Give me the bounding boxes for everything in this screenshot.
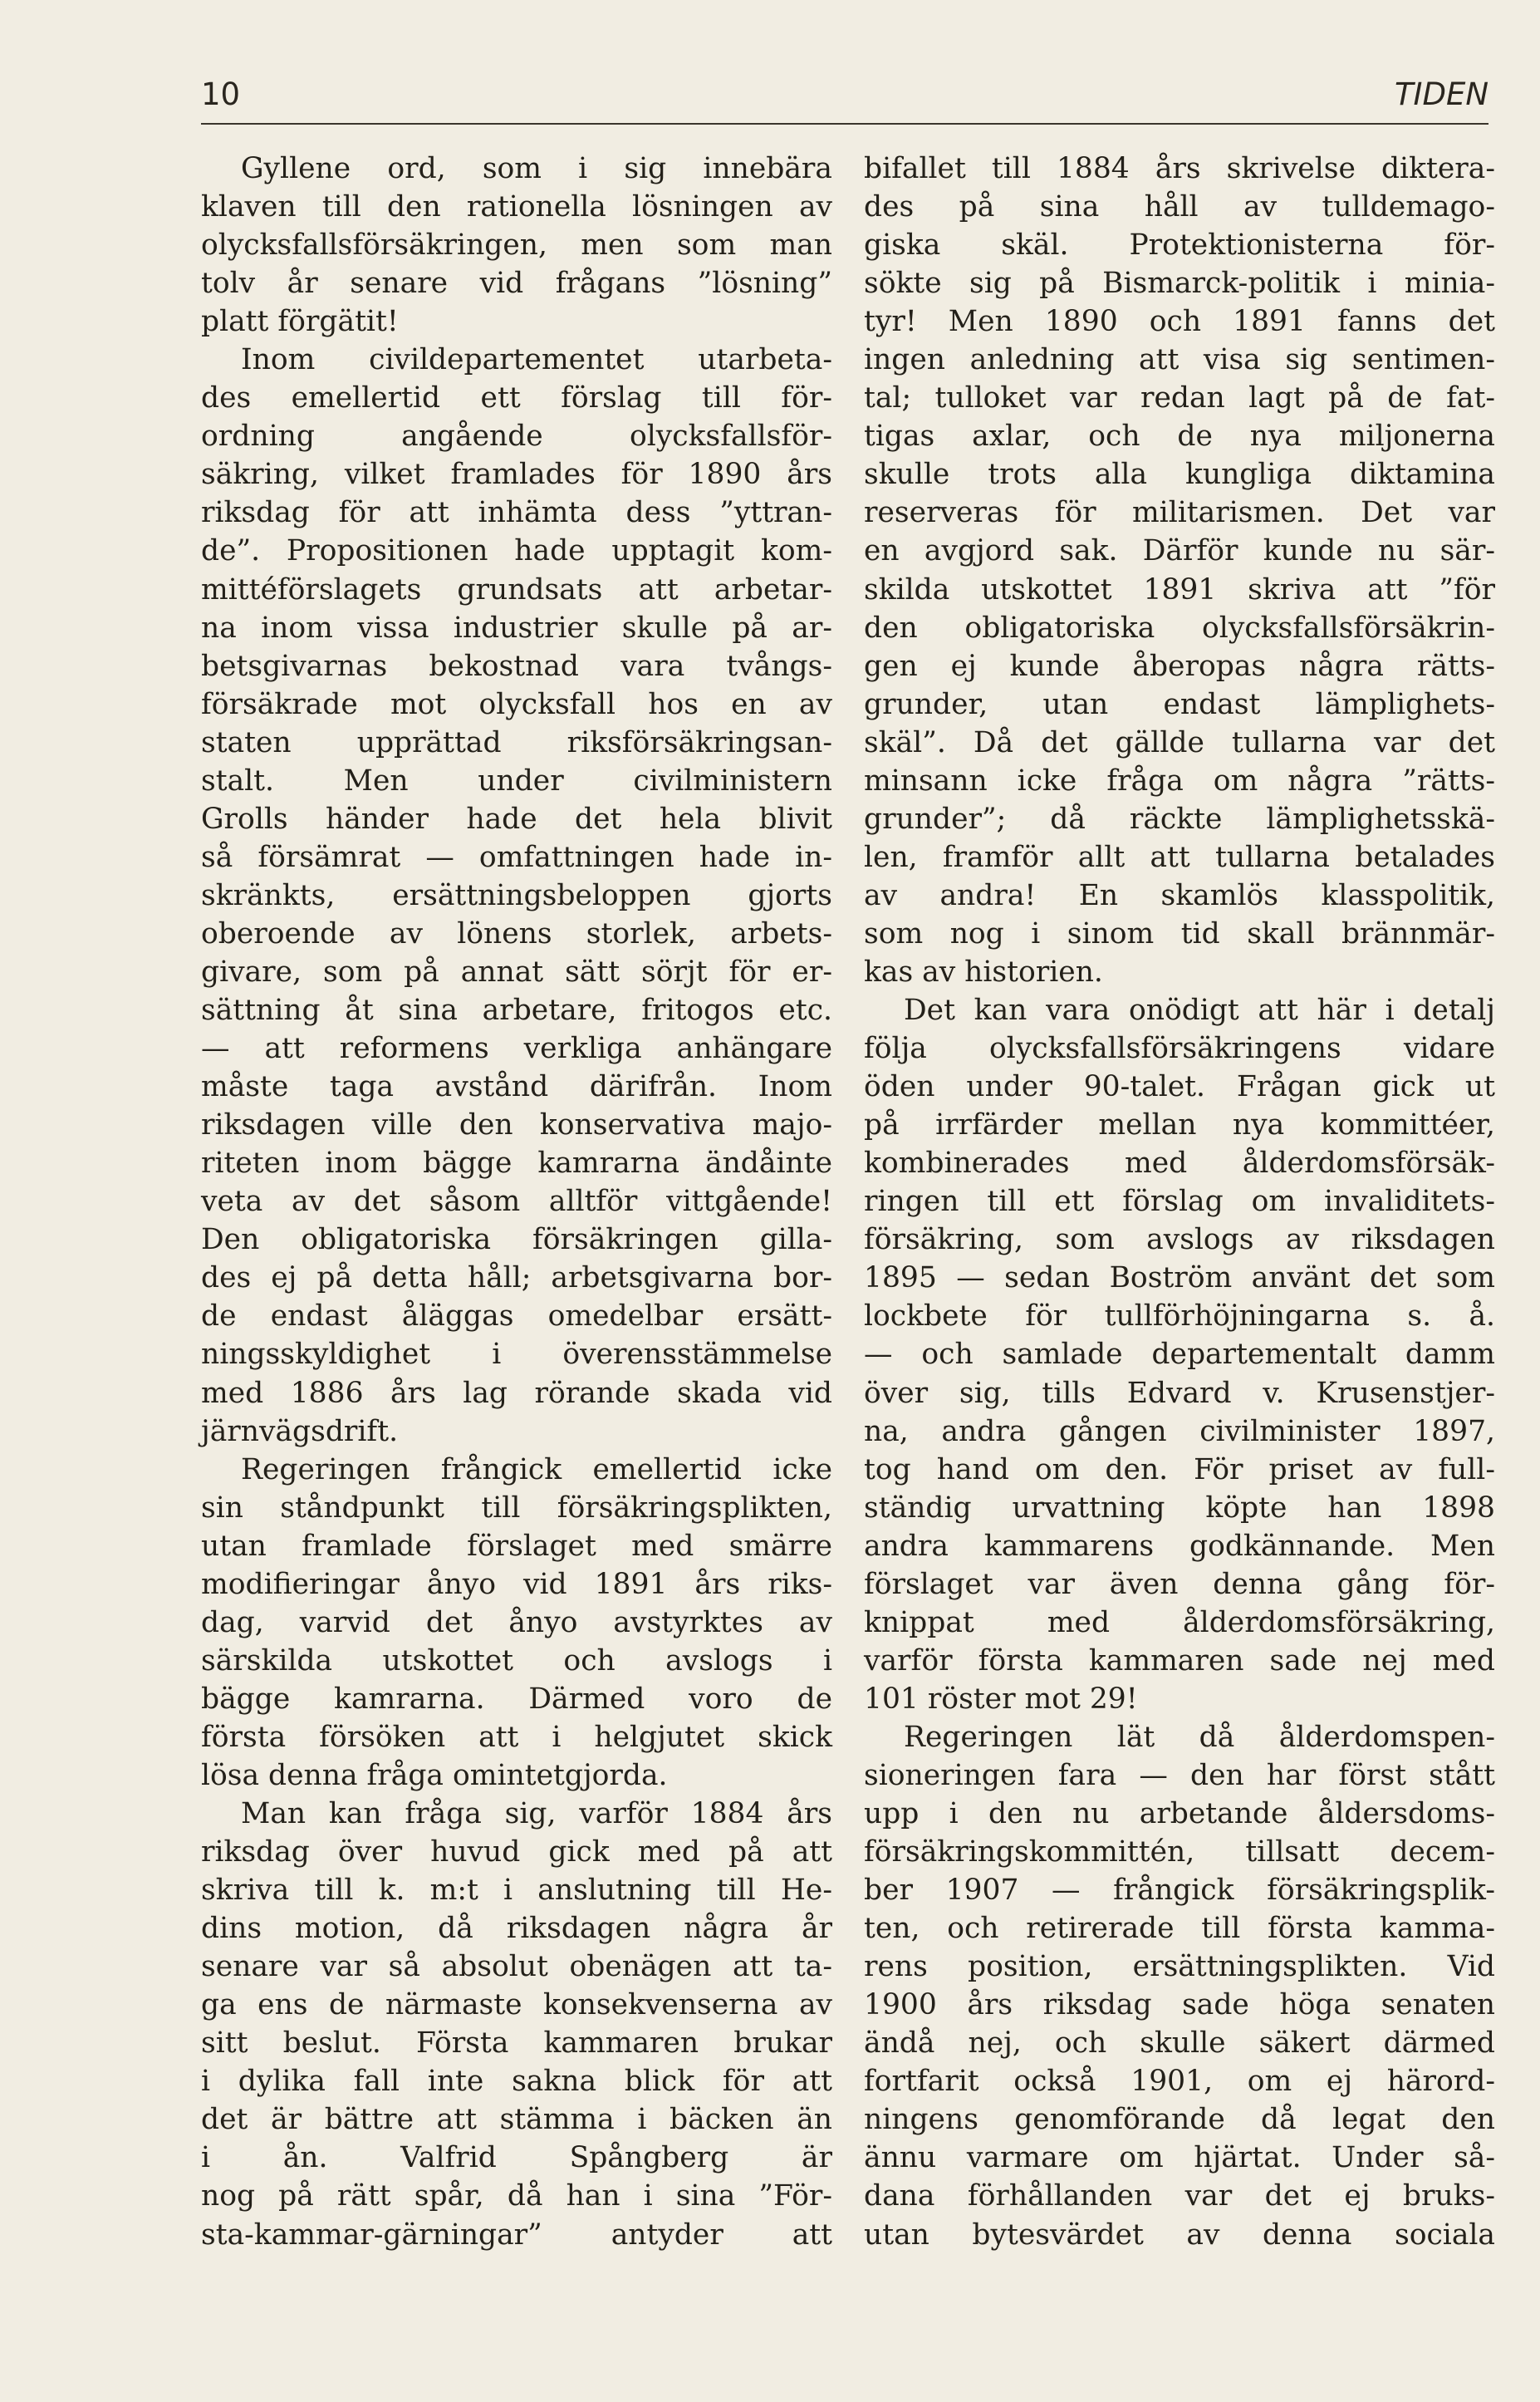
left-column-line: ordning angående olycksfallsför-: [201, 420, 832, 454]
left-column-line: ningsskyldighet i överensstämmelse: [201, 1338, 832, 1372]
right-column-line: — och samlade departementalt damm: [864, 1338, 1495, 1372]
right-column-line: försäkring, som avslogs av riksdagen: [864, 1223, 1495, 1257]
left-column-line: sitt beslut. Första kammaren brukar: [201, 2026, 832, 2061]
left-column-line: måste taga avstånd därifrån. Inom: [201, 1070, 832, 1104]
right-column-line: gen ej kunde åberopas några rätts-: [864, 649, 1495, 683]
left-column-line: platt förgätit!: [201, 305, 399, 339]
left-column-line: utan framlade förslaget med smärre: [201, 1529, 832, 1563]
right-column-line: utan bytesvärdet av denna sociala: [864, 2218, 1495, 2252]
left-column-line: sättning åt sina arbetare, fritogos etc.: [201, 994, 832, 1028]
left-column-line: försäkrade mot olycksfall hos en av: [201, 687, 832, 721]
right-column-line: av andra! En skamlös klasspolitik,: [864, 878, 1495, 912]
left-column-line: Grolls händer hade det hela blivit: [201, 802, 832, 836]
right-column-line: ber 1907 — frångick försäkringsplik-: [864, 1874, 1495, 1908]
left-column-line: bägge kamrarna. Därmed voro de: [201, 1682, 832, 1716]
left-column-line: de”. Propositionen hade upptagit kom-: [201, 534, 832, 568]
left-column-line: Inom civildepartementet utarbeta-: [241, 343, 832, 377]
right-column-line: na, andra gången civilminister 1897,: [864, 1414, 1495, 1448]
right-column-line: giska skäl. Protektionisterna för-: [864, 228, 1495, 263]
left-column-line: Gyllene ord, som i sig innebära: [241, 152, 832, 185]
right-column-line: skäl”. Då det gällde tullarna var det: [864, 725, 1495, 759]
right-column-line: över sig, tills Edvard v. Krusenstjer-: [864, 1376, 1495, 1410]
left-column-line: oberoende av lönens storlek, arbets-: [201, 916, 832, 950]
right-column-line: ändå nej, och skulle säkert därmed: [864, 2026, 1495, 2061]
right-column-line: tog hand om den. För priset av full-: [864, 1452, 1495, 1486]
left-column-line: första försöken att i helgjutet skick: [201, 1720, 832, 1754]
right-column-line: tyr! Men 1890 och 1891 fanns det: [864, 305, 1495, 339]
right-column-line: 101 röster mot 29!: [864, 1682, 1138, 1716]
left-column-line: riteten inom bägge kamrarna ändåinte: [201, 1147, 832, 1181]
right-column-line: tigas axlar, och de nya miljonerna: [864, 420, 1495, 454]
right-column-line: dana förhållanden var det ej bruks-: [864, 2179, 1495, 2213]
left-column-line: skriva till k. m:t i anslutning till He-: [201, 1874, 832, 1908]
left-column-line: tolv år senare vid frågans ”lösning”: [201, 267, 832, 301]
left-column-line: särskilda utskottet och avslogs i: [201, 1643, 832, 1677]
left-column-line: modifieringar ånyo vid 1891 års riks-: [201, 1567, 832, 1601]
right-column-line: ningens genomförande då legat den: [864, 2103, 1495, 2137]
left-column-line: sta-kammar-gärningar” antyder att: [201, 2218, 832, 2252]
right-column: [864, 150, 1495, 2254]
left-column-line: riksdagen ville den konservativa majo-: [201, 1108, 832, 1142]
left-column: [201, 150, 832, 2254]
right-column-line: en avgjord sak. Därför kunde nu sär-: [864, 534, 1495, 568]
left-column-line: järnvägsdrift.: [201, 1414, 399, 1448]
left-column-line: i ån. Valfrid Spångberg är: [201, 2141, 832, 2175]
left-column-line: säkring, vilket framlades för 1890 års: [201, 458, 832, 492]
left-column-line: senare var så absolut obenägen att ta-: [201, 1950, 832, 1984]
right-column-line: varför första kammaren sade nej med: [864, 1643, 1495, 1677]
right-column-line: Regeringen lät då ålderdomspen-: [904, 1720, 1495, 1754]
publication-title: TIDEN: [1394, 76, 1489, 112]
right-column-line: skilda utskottet 1891 skriva att ”för: [864, 572, 1495, 607]
right-column-line: som nog i sinom tid skall brännmär-: [864, 916, 1495, 950]
left-column-line: med 1886 års lag rörande skada vid: [201, 1376, 832, 1410]
left-column-line: betsgivarnas bekostnad vara tvångs-: [201, 649, 832, 683]
right-column-line: öden under 90-talet. Frågan gick ut: [864, 1070, 1495, 1104]
left-column-line: nog på rätt spår, då han i sina ”För-: [201, 2179, 832, 2213]
right-column-line: ännu varmare om hjärtat. Under så-: [864, 2141, 1495, 2175]
left-column-line: veta av det såsom alltför vittgående!: [201, 1185, 832, 1219]
left-column-line: dag, varvid det ånyo avstyrktes av: [201, 1605, 832, 1639]
left-column-line: Regeringen frångick emellertid icke: [241, 1452, 832, 1486]
left-column-line: na inom vissa industrier skulle på ar-: [201, 611, 832, 645]
right-column-line: på irrfärder mellan nya kommittéer,: [864, 1108, 1495, 1142]
left-column-line: staten upprättad riksförsäkringsan-: [201, 725, 832, 759]
right-column-line: försäkringskommittén, tillsatt decem-: [864, 1835, 1495, 1869]
left-column-line: des emellertid ett förslag till för-: [201, 381, 832, 415]
left-column-line: i dylika fall inte sakna blick för att: [201, 2065, 832, 2099]
right-column-line: ingen anledning att visa sig sentimen-: [864, 343, 1495, 377]
right-column-line: ständig urvattning köpte han 1898: [864, 1491, 1495, 1525]
left-column-line: mittéförslagets grundsats att arbetar-: [201, 572, 832, 607]
right-column-line: 1895 — sedan Boström använt det som: [864, 1261, 1495, 1295]
left-column-line: givare, som på annat sätt sörjt för er-: [201, 955, 832, 989]
right-column-line: 1900 års riksdag sade höga senaten: [864, 1988, 1495, 2022]
right-column-line: skulle trots alla kungliga diktamina: [864, 458, 1495, 492]
right-column-line: sioneringen fara — den har först stått: [864, 1758, 1495, 1792]
right-column-line: ringen till ett förslag om invaliditets-: [864, 1185, 1495, 1219]
right-column-line: reserveras för militarismen. Det var: [864, 496, 1495, 530]
left-column-line: Man kan fråga sig, varför 1884 års: [241, 1797, 832, 1831]
right-column-line: minsann icke fråga om några ”rätts-: [864, 764, 1495, 798]
right-column-line: följa olycksfallsförsäkringens vidare: [864, 1032, 1495, 1066]
left-column-line: sin ståndpunkt till försäkringsplikten,: [201, 1491, 832, 1525]
right-column-line: tal; tulloket var redan lagt på de fat-: [864, 381, 1495, 415]
left-column-line: skränkts, ersättningsbeloppen gjorts: [201, 878, 832, 912]
left-column-line: des ej på detta håll; arbetsgivarna bor-: [201, 1261, 832, 1295]
left-column-line: dins motion, då riksdagen några år: [201, 1912, 832, 1946]
right-column-line: lockbete för tullförhöjningarna s. å.: [864, 1299, 1495, 1334]
left-column-line: Den obligatoriska försäkringen gilla-: [201, 1223, 832, 1257]
right-column-line: fortfarit också 1901, om ej härord-: [864, 2065, 1495, 2099]
right-column-line: förslaget var även denna gång för-: [864, 1567, 1495, 1601]
left-column-line: ga ens de närmaste konsekvenserna av: [201, 1988, 832, 2022]
right-column-line: grunder”; då räckte lämplighetsskä-: [864, 802, 1495, 836]
left-column-line: de endast åläggas omedelbar ersätt-: [201, 1299, 832, 1334]
left-column-line: riksdag för att inhämta dess ”yttran-: [201, 496, 832, 530]
left-column-line: riksdag över huvud gick med på att: [201, 1835, 832, 1869]
left-column-line: lösa denna fråga omintetgjorda.: [201, 1758, 668, 1792]
right-column-line: den obligatoriska olycksfallsförsäkrin-: [864, 611, 1495, 645]
right-column-line: knippat med ålderdomsförsäkring,: [864, 1605, 1495, 1639]
right-column-line: ten, och retirerade till första kamma-: [864, 1912, 1495, 1946]
left-column-line: det är bättre att stämma i bäcken än: [201, 2103, 832, 2137]
right-column-line: len, framför allt att tullarna betalades: [864, 840, 1495, 874]
left-column-line: klaven till den rationella lösningen av: [201, 190, 832, 224]
right-column-line: andra kammarens godkännande. Men: [864, 1529, 1495, 1563]
right-column-line: grunder, utan endast lämplighets-: [864, 687, 1495, 721]
left-column-line: — att reformens verkliga anhängare: [201, 1032, 832, 1066]
right-column-line: rens position, ersättningsplikten. Vid: [864, 1950, 1495, 1984]
page-header: [201, 73, 1489, 125]
page-number: 10: [201, 76, 241, 112]
right-column-line: des på sina håll av tulldemago-: [864, 190, 1495, 224]
left-column-line: olycksfallsförsäkringen, men som man: [201, 228, 832, 263]
right-column-line: sökte sig på Bismarck-politik i minia-: [864, 267, 1495, 301]
right-column-line: kombinerades med ålderdomsförsäk-: [864, 1147, 1495, 1181]
right-column-line: upp i den nu arbetande åldersdoms-: [864, 1797, 1495, 1831]
right-column-line: Det kan vara onödigt att här i detalj: [904, 994, 1495, 1028]
left-column-line: så försämrat — omfattningen hade in-: [201, 840, 832, 874]
right-column-line: bifallet till 1884 års skrivelse diktera-: [864, 152, 1495, 185]
right-column-line: kas av historien.: [864, 955, 1103, 989]
left-column-line: stalt. Men under civilministern: [201, 764, 832, 798]
